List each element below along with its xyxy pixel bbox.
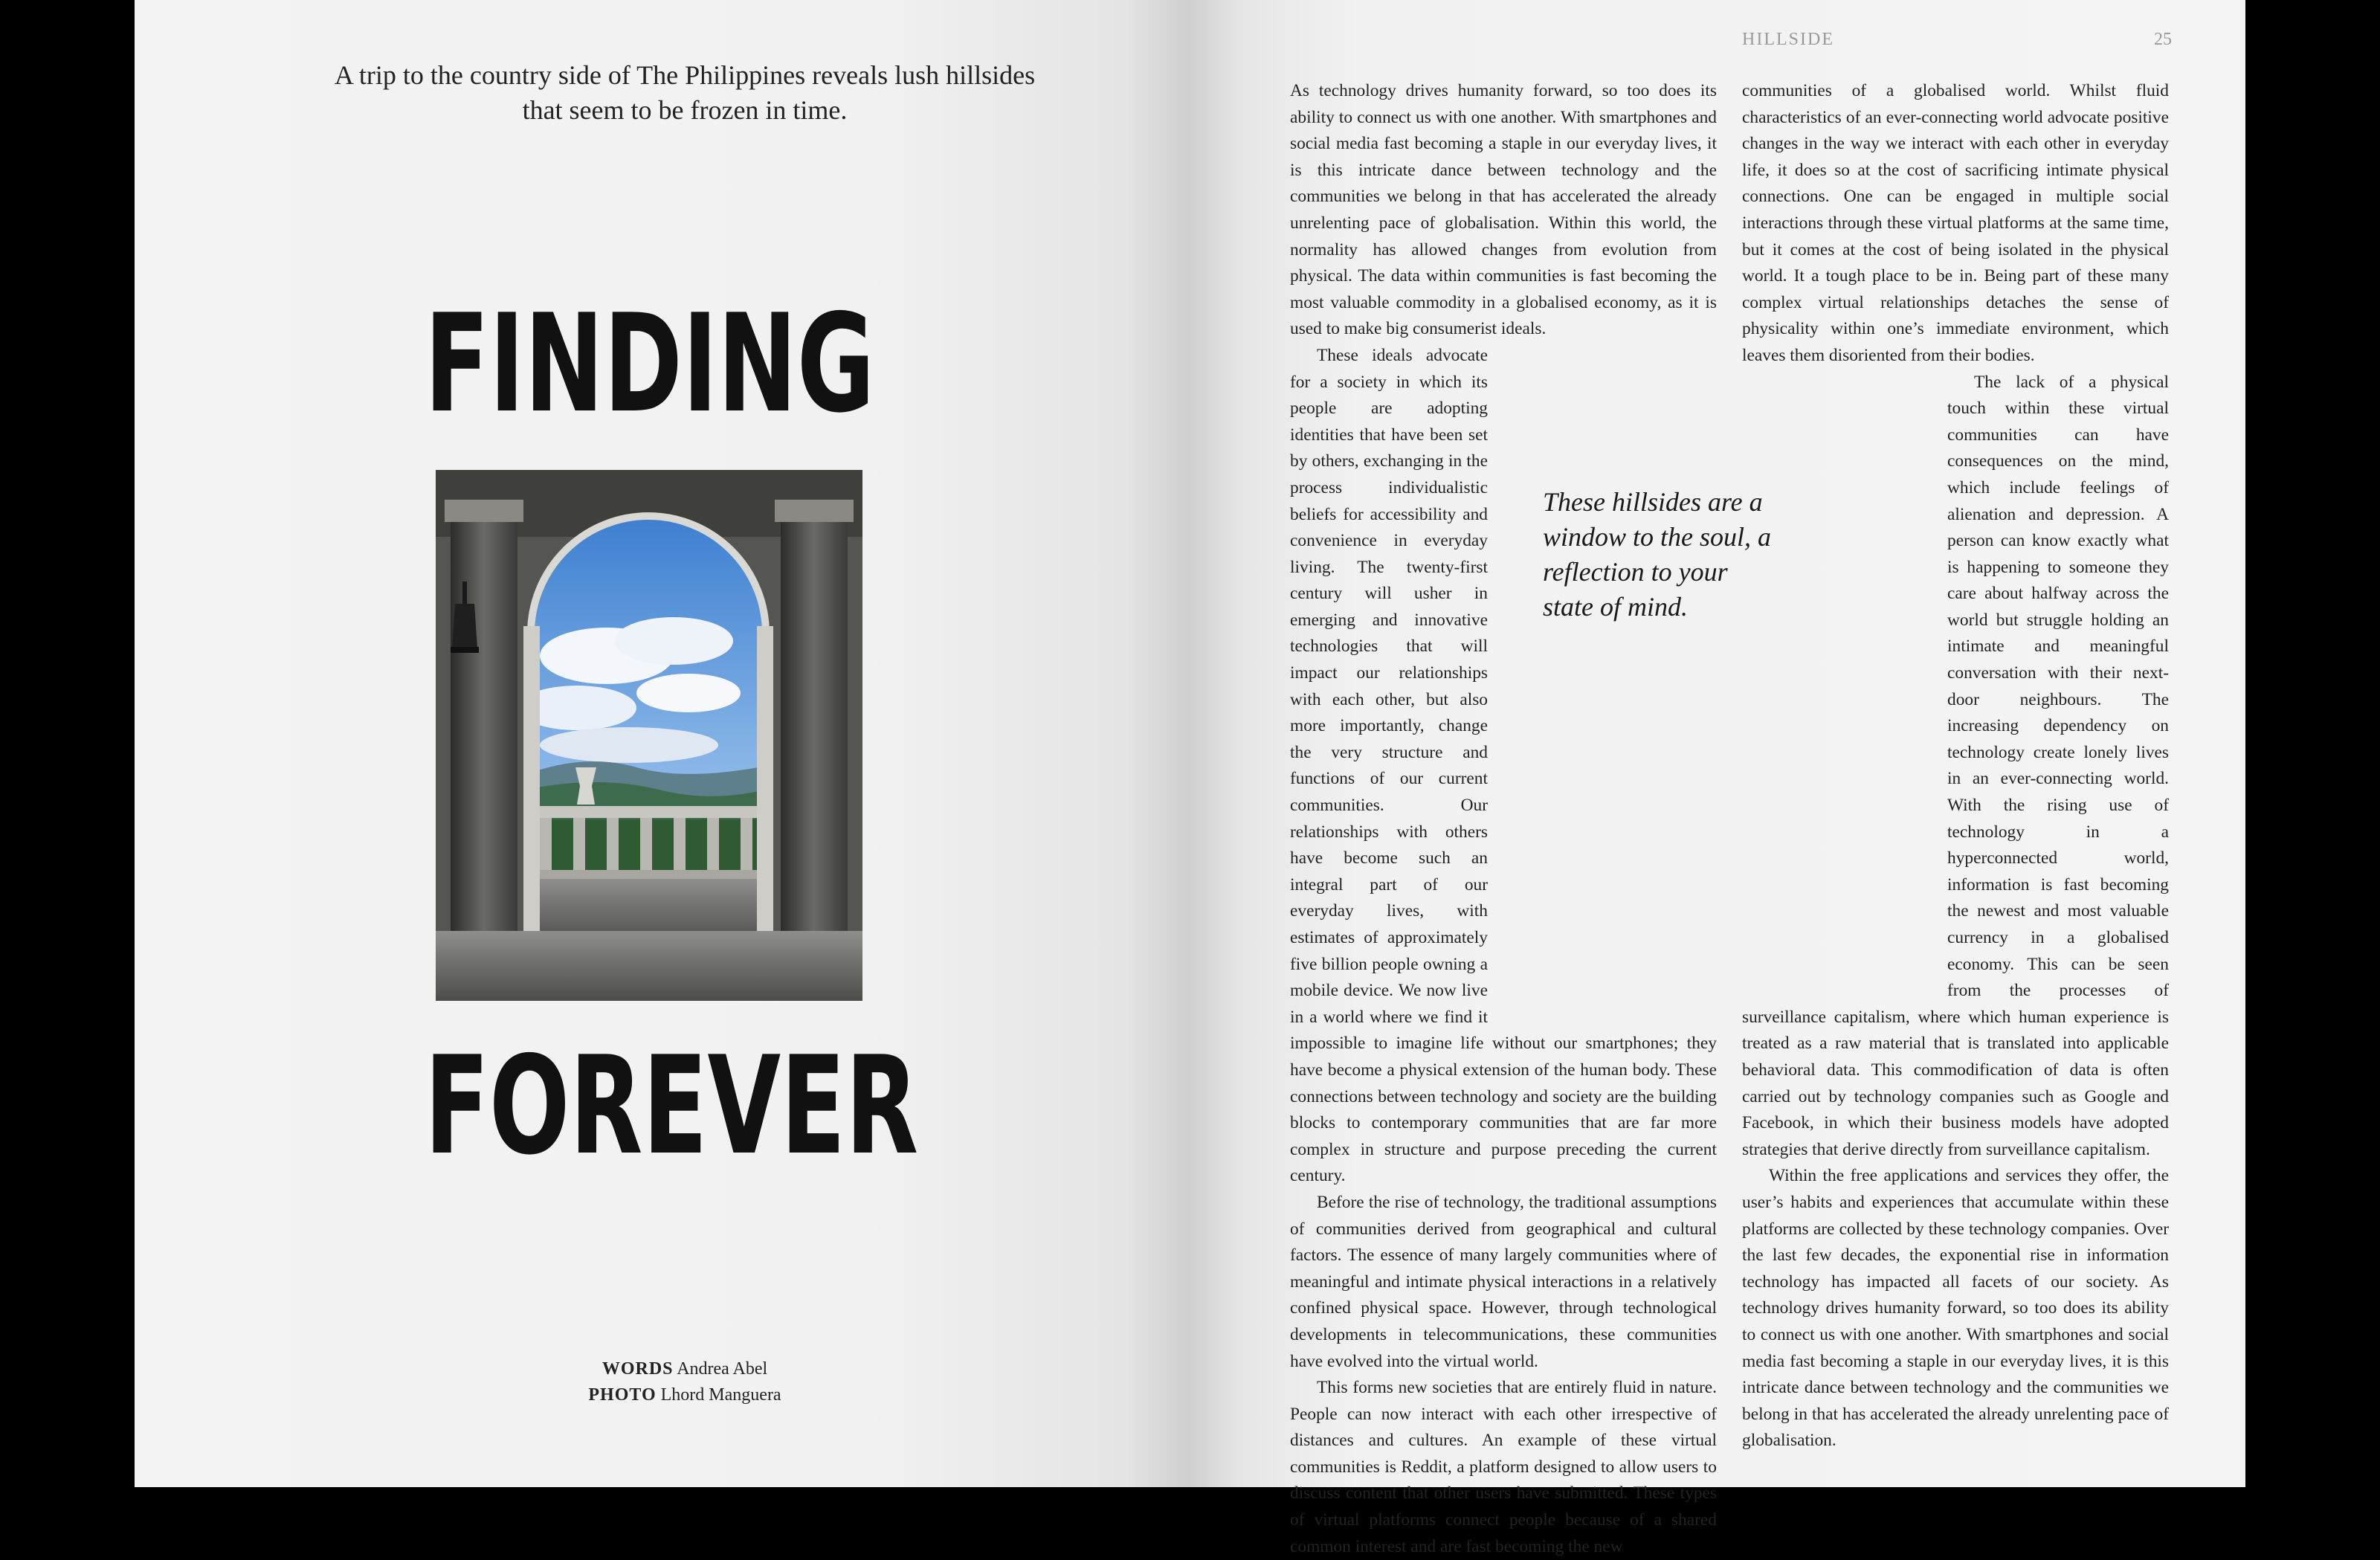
title-letter: O	[489, 1027, 570, 1184]
paragraph: communities of a globalised world. Whilst fluid characteristics of an ever-connecting world advocate positive changes in the way we interact with each other in everyday life, it does so at the cost of sacrificing intimate physical connections. One can be engaged in multiple social interactions through these virtual platforms at the same time, but it comes at the cost of being isolated in the physical world. It a tough place to be in. Being part of these many complex virtual relationships detaches the sense of physicality within one’s immediate environment, which leaves them disoriented from their bodies.	[1742, 81, 2169, 365]
title-line-forever	[425, 1027, 919, 1184]
paragraph: Before the rise of technology, the traditional assumptions of communities derived from geographical and cultural factors. The essence of many largely communities where of meaningful and intimate physical interactions in a relatively confined physical space. However, through technological developments in telecommunications, these communities have evolved into the virtual world.	[1290, 1192, 1717, 1371]
paragraph: The lack of a physical touch within these virtual communities can have consequences on the mind, which include feelings of alienation and depression. A person can know exactly what is happening to someone they care about halfway across the world but struggle holding an intimate and meaningful conversation with their next-door neighbours. The increasing dependency on technology create lonely lives in an ever-connecting world. With the rising use of technology in a hyperconnected world, information is fast becoming the newest and most valuable currency in a globalised economy. This can be seen from the processes of surveillance capitalism, where which human experience is treated as a raw material that is translated into applicable behavioral data. This commodification of data is often carried out by technology companies such as Google and Facebook, in which their business models have adopted strategies that derive directly from surveillance capitalism.	[1742, 372, 2169, 1159]
words-author: Andrea Abel	[677, 1359, 768, 1379]
title-letter: R	[570, 1027, 643, 1184]
title-letter: V	[707, 1027, 781, 1184]
photo-credit	[313, 1382, 1057, 1408]
title-letter: I	[489, 285, 525, 442]
title-letter: E	[781, 1027, 846, 1184]
title-letter: G	[796, 285, 875, 442]
paragraph: These ideals advocate for a society in which its people are adopting identities that have been set by others, exchanging in the process individualistic beliefs for accessibility and convenience in everyday living. The twenty-first century will usher in emerging and innovative technologies that will impact our relationships with each other, but also more importantly, change the very structure and functions of our current communities. Our relationships with others have become such an integral part of our everyday lives, with estimates of approximately five billion people owning a mobile device. We now live in a world where we find it impossible to imagine life without our smartphones; they have become a physical extension of the human body. These connections between technology and society are the building blocks to contemporary communities that are far more complex in structure and purpose preceding the current century.	[1290, 345, 1717, 1186]
left-page	[135, 0, 1189, 1487]
page-number: 25	[2154, 30, 2172, 49]
words-credit	[313, 1356, 1057, 1382]
title-letter: N	[717, 285, 797, 442]
photo-label: PHOTO	[588, 1385, 657, 1405]
byline-credits	[313, 1356, 1057, 1408]
right-page	[1189, 0, 2245, 1556]
paragraph: Within the free applications and services they offer, the user’s habits and experiences that accumulate within these platforms are collected by these technology companies. Over the last few decades, the exponential rise in information technology has impacted all facets of our society. As technology drives humanity forward, so too does its ability to connect us with one another. With smartphones and social media fast becoming a staple in our everyday lives, it is this intricate dance between technology and the communities we belong in that has accelerated the already unrelenting pace of globalisation.	[1742, 1166, 2169, 1451]
title-letter: N	[524, 285, 604, 442]
title-letter: F	[425, 285, 490, 442]
title-letter: E	[642, 1027, 708, 1184]
running-head: HILLSIDE	[1742, 30, 1834, 49]
paragraph: This forms new societies that are entirely fluid in nature. People can now interact with each other irrespective of distances and cultures. An example of these virtual communities is Reddit, a platform designed to allow users to discuss content that other users have submitted. These types of virtual platforms connect people because of a shared common interest and are fast becoming the new	[1290, 1378, 1717, 1556]
body-column-2	[1742, 78, 2169, 1454]
photo-author: Lhord Manguera	[660, 1385, 781, 1405]
article-dek: A trip to the country side of The Philippines reveals lush hillsides that seem to be frozen in time.	[334, 60, 1036, 125]
pull-quote: These hillsides are a window to the soul, a reflection to your state of mind.	[1543, 487, 1772, 622]
title-letter: R	[845, 1027, 919, 1184]
body-column-1	[1290, 78, 1717, 1560]
words-label: WORDS	[602, 1359, 674, 1379]
title-line-finding	[425, 285, 875, 442]
paragraph: As technology drives humanity forward, so too does its ability to connect us with one another. With smartphones and social media fast becoming a staple in our everyday lives, it is this intricate dance between technology and the communities we belong in that has accelerated the already unrelenting pace of globalisation. Within this world, the normality has allowed changes from evolution from physical. The data within communities is fast becoming the most valuable commodity in a globalised economy, as it is used to make big consumerist ideals.	[1290, 81, 1717, 339]
title-letter: I	[682, 285, 718, 442]
title-letter: F	[425, 1027, 490, 1184]
title-letter: D	[604, 285, 683, 442]
hero-photo-archway	[436, 470, 862, 1001]
